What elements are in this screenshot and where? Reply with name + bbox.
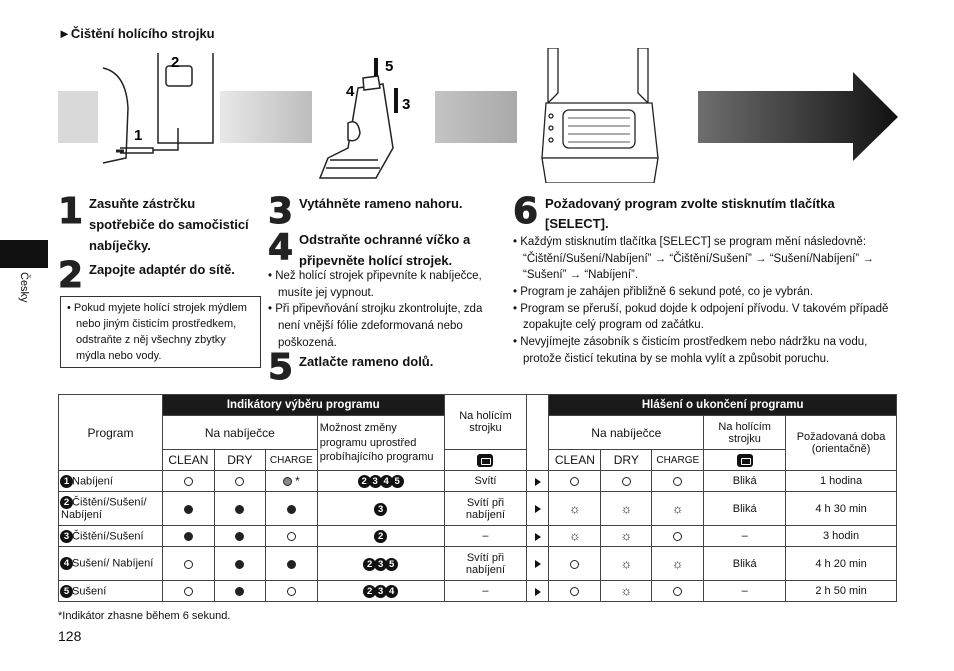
big-arrow-icon <box>698 72 898 161</box>
end-shaver-status: – <box>704 581 786 602</box>
end-charge-indicator <box>652 526 704 547</box>
header-clean-end: CLEAN <box>549 450 601 471</box>
step-1-text: Zasuňte zástrčku spotřebiče do samočisticí nabíječky. <box>89 196 249 253</box>
program-name: Nabíjení <box>72 474 113 487</box>
table-row <box>59 471 897 492</box>
language-tab <box>0 240 48 268</box>
charge-indicator <box>265 492 317 526</box>
program-name-cell <box>59 471 163 492</box>
language-label: Česky <box>18 272 30 303</box>
charge-indicator <box>265 526 317 547</box>
clean-indicator <box>162 581 214 602</box>
end-charge-indicator <box>652 492 704 526</box>
dry-lit-icon <box>235 587 244 596</box>
page-number: 128 <box>58 628 82 644</box>
end-clean-blinking-icon: ☼ <box>568 500 581 516</box>
step-number: 5 <box>268 347 294 388</box>
end-shaver-status: Bliká <box>704 492 786 526</box>
required-time: 4 h 20 min <box>786 547 897 581</box>
list-item: • Program je zahájen přibližně 6 sekund poté, co je vybrán. <box>513 284 898 301</box>
end-dry-blinking-icon: ☼ <box>620 528 633 543</box>
shaver-status: – <box>444 526 527 547</box>
step-number: 1 <box>58 191 84 232</box>
list-item: • Při připevňování strojku zkontrolujte, zda není vnější fólie zdeformovaná nebo poškozená. <box>268 301 506 351</box>
program-name: Sušení/ Nabíjení <box>72 557 154 570</box>
end-dry-off-icon <box>622 477 631 486</box>
note-text: • Pokud myjete holící strojek mýdlem nebo jiným čisticím prostředkem, odstraňte z něj všechny zbytky mýdla nebo vody. <box>67 301 254 365</box>
arrow-cell <box>527 492 549 526</box>
dry-lit-icon <box>235 532 244 541</box>
dry-lit-icon <box>235 505 244 514</box>
end-charge-blinking-icon: ☼ <box>671 555 684 571</box>
header-on-charger: Na nabíječce <box>162 416 317 450</box>
charge-indicator <box>265 547 317 581</box>
charge-off-icon <box>287 532 296 541</box>
end-shaver-status: Bliká <box>704 471 786 492</box>
program-number-badge: 2 <box>363 558 376 571</box>
right-arrow-icon <box>535 505 541 513</box>
program-number-badge: 2 <box>60 496 73 509</box>
right-arrow-icon <box>535 560 541 568</box>
end-clean-indicator <box>549 492 601 526</box>
footnote-mark: * <box>295 474 300 488</box>
header-dry-end: DRY <box>601 450 652 471</box>
end-charge-blinking-icon: ☼ <box>671 500 684 516</box>
charger-front-drawing <box>542 48 658 183</box>
clean-lit-icon <box>184 505 193 514</box>
change-program-cell <box>317 526 444 547</box>
step-3-text: Vytáhněte rameno nahoru. <box>299 196 463 211</box>
footnote: *Indikátor zhasne během 6 sekund. <box>58 610 231 622</box>
figure-label: 4 <box>346 83 355 100</box>
program-number-badge: 2 <box>358 475 371 488</box>
program-name-cell <box>59 526 163 547</box>
program-number-badge: 4 <box>60 557 73 570</box>
program-number-badge: 2 <box>374 530 387 543</box>
header-on-charger-end: Na nabíječce <box>549 416 704 450</box>
end-shaver-status: – <box>704 526 786 547</box>
required-time: 4 h 30 min <box>786 492 897 526</box>
figure-label: 3 <box>402 96 411 113</box>
change-program-cell <box>317 492 444 526</box>
list-item: • Program se přeruší, pokud dojde k odpojení přívodu. V takovém případě zopakujte celý program od začátku. <box>513 301 898 334</box>
required-time: 3 hodin <box>786 526 897 547</box>
program-number-badge: 3 <box>374 585 387 598</box>
charge-lit-icon <box>287 505 296 514</box>
end-charge-off-icon <box>673 477 682 486</box>
plug-icon <box>737 454 753 467</box>
program-rows <box>59 471 897 602</box>
gradient-block <box>220 91 312 143</box>
program-name-cell <box>59 547 163 581</box>
dry-indicator <box>214 526 265 547</box>
header-charge-end: CHARGE <box>652 450 704 471</box>
program-number-badge: 5 <box>60 585 73 598</box>
end-clean-indicator <box>549 471 601 492</box>
section-title: ►Čištění holícího strojku <box>58 26 215 41</box>
required-time: 1 hodina <box>786 471 897 492</box>
header-charge: CHARGE <box>265 450 317 471</box>
program-number-badge: 5 <box>391 475 404 488</box>
note-box <box>60 296 261 368</box>
end-clean-blinking-icon: ☼ <box>568 528 581 543</box>
header-indicators: Indikátory výběru programu <box>162 395 444 416</box>
table-row <box>59 526 897 547</box>
step-number: 6 <box>513 191 539 232</box>
gradient-block <box>435 91 517 143</box>
program-number-badge: 4 <box>380 475 393 488</box>
step-number: 2 <box>58 255 84 296</box>
shaver-attach-drawing <box>320 76 393 178</box>
figure-label: 1 <box>134 127 143 144</box>
clean-indicator <box>162 471 214 492</box>
end-dry-indicator <box>601 581 652 602</box>
charge-indicator <box>265 581 317 602</box>
shaver-status: Svítí při nabíjení <box>444 547 527 581</box>
program-name: Čištění/Sušení/ Nabíjení <box>61 496 147 521</box>
dry-indicator <box>214 492 265 526</box>
program-table <box>58 394 897 602</box>
arrow-cell <box>527 547 549 581</box>
arrow-cell <box>527 581 549 602</box>
arrow-cell <box>527 395 549 471</box>
right-arrow-icon <box>535 588 541 596</box>
program-number-badge: 3 <box>374 503 387 516</box>
end-dry-blinking-icon: ☼ <box>620 583 633 598</box>
dry-indicator <box>214 581 265 602</box>
clean-off-icon <box>184 560 193 569</box>
charge-indicator <box>265 471 317 492</box>
dry-off-icon <box>235 477 244 486</box>
charge-lit-icon <box>287 560 296 569</box>
list-item: • Každým stisknutím tlačítka [SELECT] se program mění následovně: “Čištění/Sušení/Nabíjení” → “Čištění/Sušení” → “Sušení/Nabíjení” → “Sušení” → “Nabíjení”. <box>513 234 898 284</box>
program-number-badge: 3 <box>60 530 73 543</box>
cleaning-illustration <box>58 48 898 183</box>
figure-label: 2 <box>171 54 180 71</box>
end-clean-indicator <box>549 526 601 547</box>
program-name: Sušení <box>72 584 107 597</box>
step-number: 3 <box>268 191 294 232</box>
end-dry-blinking-icon: ☼ <box>620 555 633 571</box>
required-time: 2 h 50 min <box>786 581 897 602</box>
charge-dim-icon <box>283 477 292 486</box>
shaver-status: Svítí při nabíjení <box>444 492 527 526</box>
list-item: • Nevyjímejte zásobník s čisticím prostředkem nebo nádržku na vodu, protože čisticí tekutina by se mohla vylít a způsobit poruchu. <box>513 334 898 367</box>
header-clean: CLEAN <box>162 450 214 471</box>
header-program: Program <box>59 395 163 471</box>
end-charge-indicator <box>652 547 704 581</box>
end-dry-indicator <box>601 547 652 581</box>
table-row <box>59 492 897 526</box>
table-row <box>59 581 897 602</box>
dry-indicator <box>214 471 265 492</box>
gradient-block <box>58 91 98 143</box>
shaver-status: – <box>444 581 527 602</box>
end-charge-indicator <box>652 471 704 492</box>
list-item: • Než holící strojek připevníte k nabíječce, musíte jej vypnout. <box>268 268 506 301</box>
end-dry-blinking-icon: ☼ <box>620 500 633 516</box>
right-arrow-icon <box>535 478 541 486</box>
clean-lit-icon <box>184 532 193 541</box>
clean-off-icon <box>184 587 193 596</box>
end-clean-off-icon <box>570 587 579 596</box>
end-dry-indicator <box>601 526 652 547</box>
program-number-badge: 5 <box>385 558 398 571</box>
end-dry-indicator <box>601 471 652 492</box>
change-program-cell <box>317 471 444 492</box>
table-row <box>59 547 897 581</box>
plug-icon-cell <box>704 450 786 471</box>
clean-indicator <box>162 492 214 526</box>
program-number-badge: 1 <box>60 475 73 488</box>
end-dry-indicator <box>601 492 652 526</box>
change-program-cell <box>317 547 444 581</box>
step-4-notes <box>268 268 506 351</box>
end-charge-off-icon <box>673 532 682 541</box>
program-name-cell <box>59 581 163 602</box>
clean-indicator <box>162 526 214 547</box>
step-6-text: Požadovaný program zvolte stisknutím tlačítka [SELECT]. <box>545 196 835 231</box>
header-time: Požadovaná doba (orientačně) <box>786 416 897 471</box>
change-program-cell <box>317 581 444 602</box>
step-number: 4 <box>268 227 294 268</box>
header-end-message: Hlášení o ukončení programu <box>549 395 897 416</box>
charge-off-icon <box>287 587 296 596</box>
step-2-text: Zapojte adaptér do sítě. <box>89 262 235 277</box>
end-clean-indicator <box>549 547 601 581</box>
charger-plug-drawing <box>103 53 213 163</box>
header-dry: DRY <box>214 450 265 471</box>
right-arrow-icon <box>535 533 541 541</box>
play-arrow-icon: ► <box>58 26 71 41</box>
program-name-cell <box>59 492 163 526</box>
program-number-badge: 4 <box>385 585 398 598</box>
end-clean-off-icon <box>570 560 579 569</box>
clean-indicator <box>162 547 214 581</box>
arrow-cell <box>527 471 549 492</box>
plug-icon <box>477 454 493 467</box>
program-name: Čištění/Sušení <box>72 529 144 542</box>
step-6-notes <box>513 234 898 367</box>
arrow-cell <box>527 526 549 547</box>
program-number-badge: 3 <box>369 475 382 488</box>
dry-lit-icon <box>235 560 244 569</box>
end-shaver-status: Bliká <box>704 547 786 581</box>
header-on-shaver-end: Na holícím strojku <box>704 416 786 450</box>
step-5-text: Zatlačte rameno dolů. <box>299 354 434 369</box>
header-on-shaver: Na holícím strojku <box>444 395 527 450</box>
end-charge-off-icon <box>673 587 682 596</box>
step-4-text: Odstraňte ochranné víčko a připevněte holící strojek. <box>299 232 471 268</box>
figure-label: 5 <box>385 58 394 75</box>
end-charge-indicator <box>652 581 704 602</box>
dry-indicator <box>214 547 265 581</box>
program-number-badge: 3 <box>374 558 387 571</box>
end-clean-indicator <box>549 581 601 602</box>
header-change-program: Možnost změny programu uprostřed probíhajícího programu <box>317 416 444 471</box>
shaver-status: Svítí <box>444 471 527 492</box>
end-clean-off-icon <box>570 477 579 486</box>
program-number-badge: 2 <box>363 585 376 598</box>
plug-icon-cell <box>444 450 527 471</box>
clean-off-icon <box>184 477 193 486</box>
